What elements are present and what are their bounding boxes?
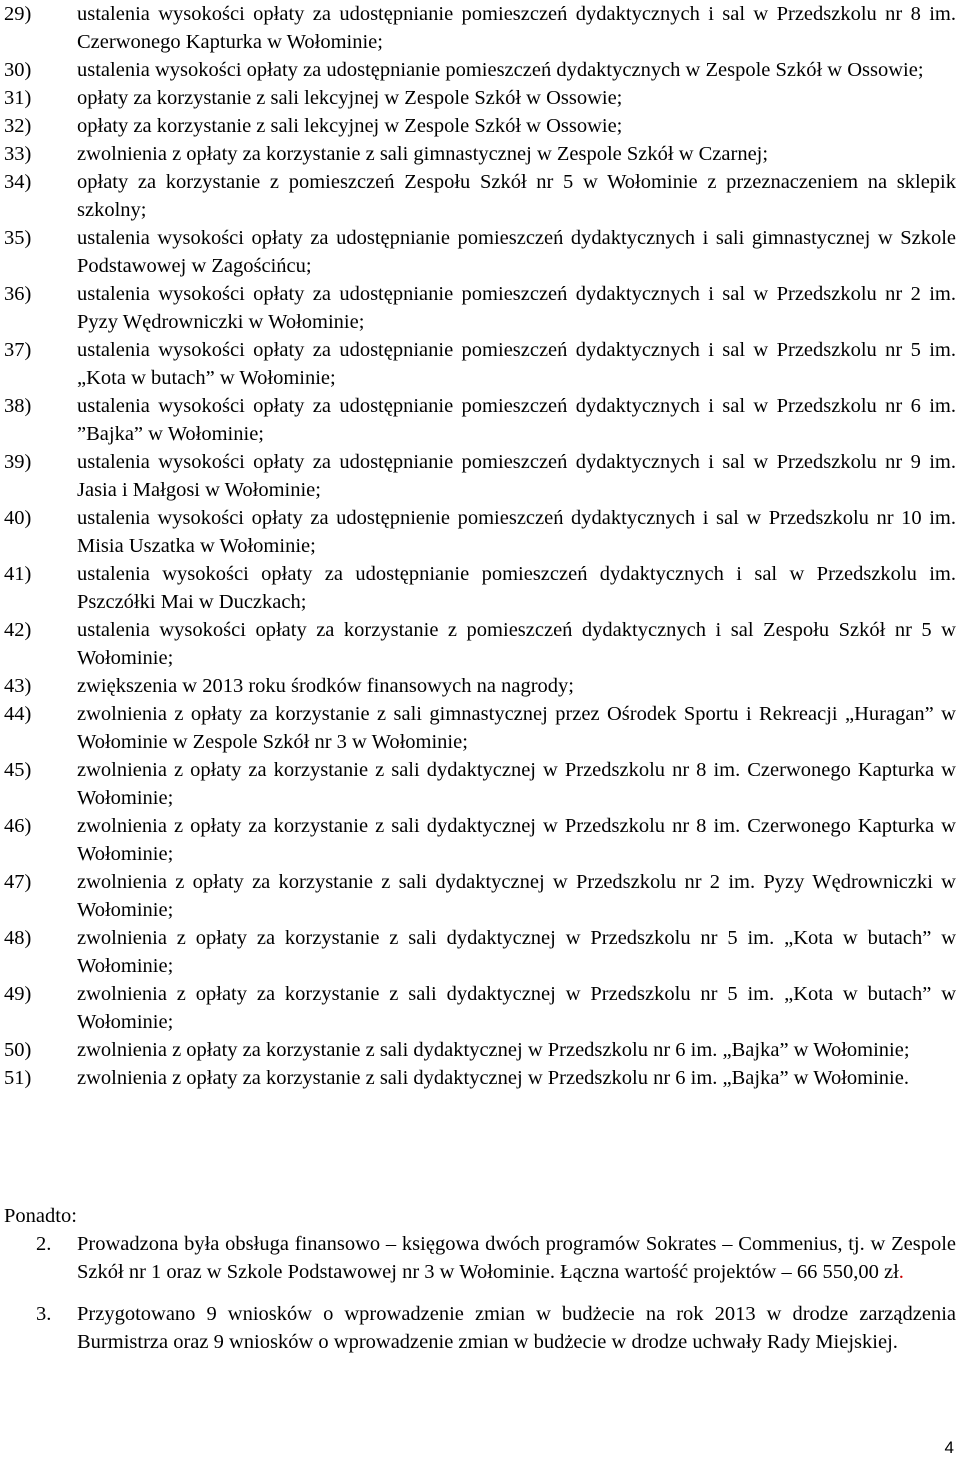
list-item (4, 336, 956, 392)
list-item-number: 32) (4, 115, 32, 137)
list-item-text: opłaty za korzystanie z sali lekcyjnej w Zespole Szkół w Ossowie; (77, 87, 623, 109)
list-item-text: zwolnienia z opłaty za korzystanie z sali dydaktycznej w Przedszkolu nr 5 im. „Kota w butach” w Wołominie; (77, 927, 956, 977)
list-item-number: 44) (4, 703, 32, 725)
list-item-text: ustalenia wysokości opłaty za korzystanie z pomieszczeń dydaktycznych i sal Zespołu Szkół nr 5 w Wołominie; (77, 619, 956, 669)
list-item-text: zwiększenia w 2013 roku środków finansowych na nagrody; (77, 675, 575, 697)
list-item-text: zwolnienia z opłaty za korzystanie z sali dydaktycznej w Przedszkolu nr 8 im. Czerwonego Kapturka w Wołominie; (77, 759, 956, 809)
list-item-number: 33) (4, 143, 32, 165)
point-number: 2. (36, 1233, 52, 1255)
list-item (4, 140, 956, 168)
list-item (4, 616, 956, 672)
point-number: 3. (36, 1303, 52, 1325)
list-item (4, 0, 956, 56)
list-item-number: 42) (4, 619, 32, 641)
list-item-number: 51) (4, 1067, 32, 1089)
list-item-number: 46) (4, 815, 32, 837)
list-item (4, 504, 956, 560)
list-item (4, 168, 956, 224)
list-item-text: opłaty za korzystanie z pomieszczeń Zespołu Szkół nr 5 w Wołominie z przeznaczeniem na sklepik szkolny; (77, 171, 956, 221)
list-item-text: ustalenia wysokości opłaty za udostępnianie pomieszczeń dydaktycznych i sal w Przedszkolu nr 8 im. Czerwonego Kapturka w Wołominie; (77, 3, 956, 53)
list-item-text: ustalenia wysokości opłaty za udostępnianie pomieszczeń dydaktycznych i sal w Przedszkolu nr 6 im. ”Bajka” w Wołominie; (77, 395, 956, 445)
list-item-text: ustalenia wysokości opłaty za udostępnianie pomieszczeń dydaktycznych i sali gimnastycznej w Szkole Podstawowej w Zagościńcu; (77, 227, 956, 277)
list-item (4, 756, 956, 812)
list-item (4, 1064, 956, 1092)
list-item-text: ustalenia wysokości opłaty za udostępnianie pomieszczeń dydaktycznych i sal w Przedszkolu im. Pszczółki Mai w Duczkach; (77, 563, 956, 613)
list-item-number: 39) (4, 451, 32, 473)
list-item (4, 700, 956, 756)
list-item-text: zwolnienia z opłaty za korzystanie z sali dydaktycznej w Przedszkolu nr 6 im. „Bajka” w Wołominie. (77, 1067, 909, 1089)
list-item-number: 29) (4, 3, 32, 25)
list-item (4, 812, 956, 868)
list-item (4, 448, 956, 504)
list-item-number: 34) (4, 171, 32, 193)
list-item-text: zwolnienia z opłaty za korzystanie z sali dydaktycznej w Przedszkolu nr 2 im. Pyzy Wędrowniczki w Wołominie; (77, 871, 956, 921)
list-item-number: 43) (4, 675, 32, 697)
list-item (4, 980, 956, 1036)
page-number: 4 (944, 1438, 954, 1457)
point-item (36, 1300, 956, 1356)
point-item (36, 1230, 956, 1286)
list-item-text: zwolnienia z opłaty za korzystanie z sali gimnastycznej przez Ośrodek Sportu i Rekreacji „Huragan” w Wołominie w Zespole Szkół nr 3 w Wołominie; (77, 703, 956, 753)
list-item-text: ustalenia wysokości opłaty za udostępnianie pomieszczeń dydaktycznych i sal w Przedszkolu nr 2 im. Pyzy Wędrowniczki w Wołominie; (77, 283, 956, 333)
list-item (4, 224, 956, 280)
list-item-number: 38) (4, 395, 32, 417)
list-item-number: 49) (4, 983, 32, 1005)
list-item (4, 924, 956, 980)
list-item-number: 35) (4, 227, 32, 249)
list-item (4, 84, 956, 112)
list-item-text: ustalenia wysokości opłaty za udostępnienie pomieszczeń dydaktycznych i sal w Przedszkolu nr 10 im. Misia Uszatka w Wołominie; (77, 507, 956, 557)
list-item (4, 56, 956, 84)
list-item (4, 392, 956, 448)
list-item-text: zwolnienia z opłaty za korzystanie z sali dydaktycznej w Przedszkolu nr 5 im. „Kota w butach” w Wołominie; (77, 983, 956, 1033)
list-item-number: 41) (4, 563, 32, 585)
point-text: Prowadzona była obsługa finansowo – księgowa dwóch programów Sokrates – Commenius, tj. w Zespole Szkół nr 1 oraz w Szkole Podstawowej nr 3 w Wołominie. Łączna wartość projektów – 66 550,00 zł (77, 1233, 956, 1283)
list-item-text: zwolnienia z opłaty za korzystanie z sali dydaktycznej w Przedszkolu nr 6 im. „Bajka” w Wołominie; (77, 1039, 910, 1061)
list-item-number: 50) (4, 1039, 32, 1061)
point-text: Przygotowano 9 wniosków o wprowadzenie zmian w budżecie na rok 2013 w drodze zarządzenia Burmistrza oraz 9 wniosków o wprowadzenie zmian w budżecie w drodze uchwały Rady Miejskiej. (77, 1303, 956, 1353)
list-item (4, 280, 956, 336)
list-item (4, 112, 956, 140)
list-item (4, 1036, 956, 1064)
resolutions-list (4, 0, 956, 1092)
list-item-number: 47) (4, 871, 32, 893)
point-trailing-period: . (898, 1261, 904, 1283)
list-item-number: 37) (4, 339, 32, 361)
list-item (4, 560, 956, 616)
additional-points-list (36, 1230, 956, 1370)
ponadto-heading: Ponadto: (4, 1205, 77, 1227)
list-item-text: ustalenia wysokości opłaty za udostępnianie pomieszczeń dydaktycznych i sal w Przedszkolu nr 5 im. „Kota w butach” w Wołominie; (77, 339, 956, 389)
list-item-text: zwolnienia z opłaty za korzystanie z sali dydaktycznej w Przedszkolu nr 8 im. Czerwonego Kapturka w Wołominie; (77, 815, 956, 865)
list-item (4, 672, 956, 700)
list-item-text: zwolnienia z opłaty za korzystanie z sali gimnastycznej w Zespole Szkół w Czarnej; (77, 143, 769, 165)
list-item-text: ustalenia wysokości opłaty za udostępnianie pomieszczeń dydaktycznych w Zespole Szkół w Ossowie; (77, 59, 924, 81)
list-item-number: 40) (4, 507, 32, 529)
list-item-text: opłaty za korzystanie z sali lekcyjnej w Zespole Szkół w Ossowie; (77, 115, 623, 137)
list-item (4, 868, 956, 924)
list-item-number: 36) (4, 283, 32, 305)
list-item-text: ustalenia wysokości opłaty za udostępnianie pomieszczeń dydaktycznych i sal w Przedszkolu nr 9 im. Jasia i Małgosi w Wołominie; (77, 451, 956, 501)
list-item-number: 48) (4, 927, 32, 949)
list-item-number: 30) (4, 59, 32, 81)
list-item-number: 31) (4, 87, 32, 109)
list-item-number: 45) (4, 759, 32, 781)
